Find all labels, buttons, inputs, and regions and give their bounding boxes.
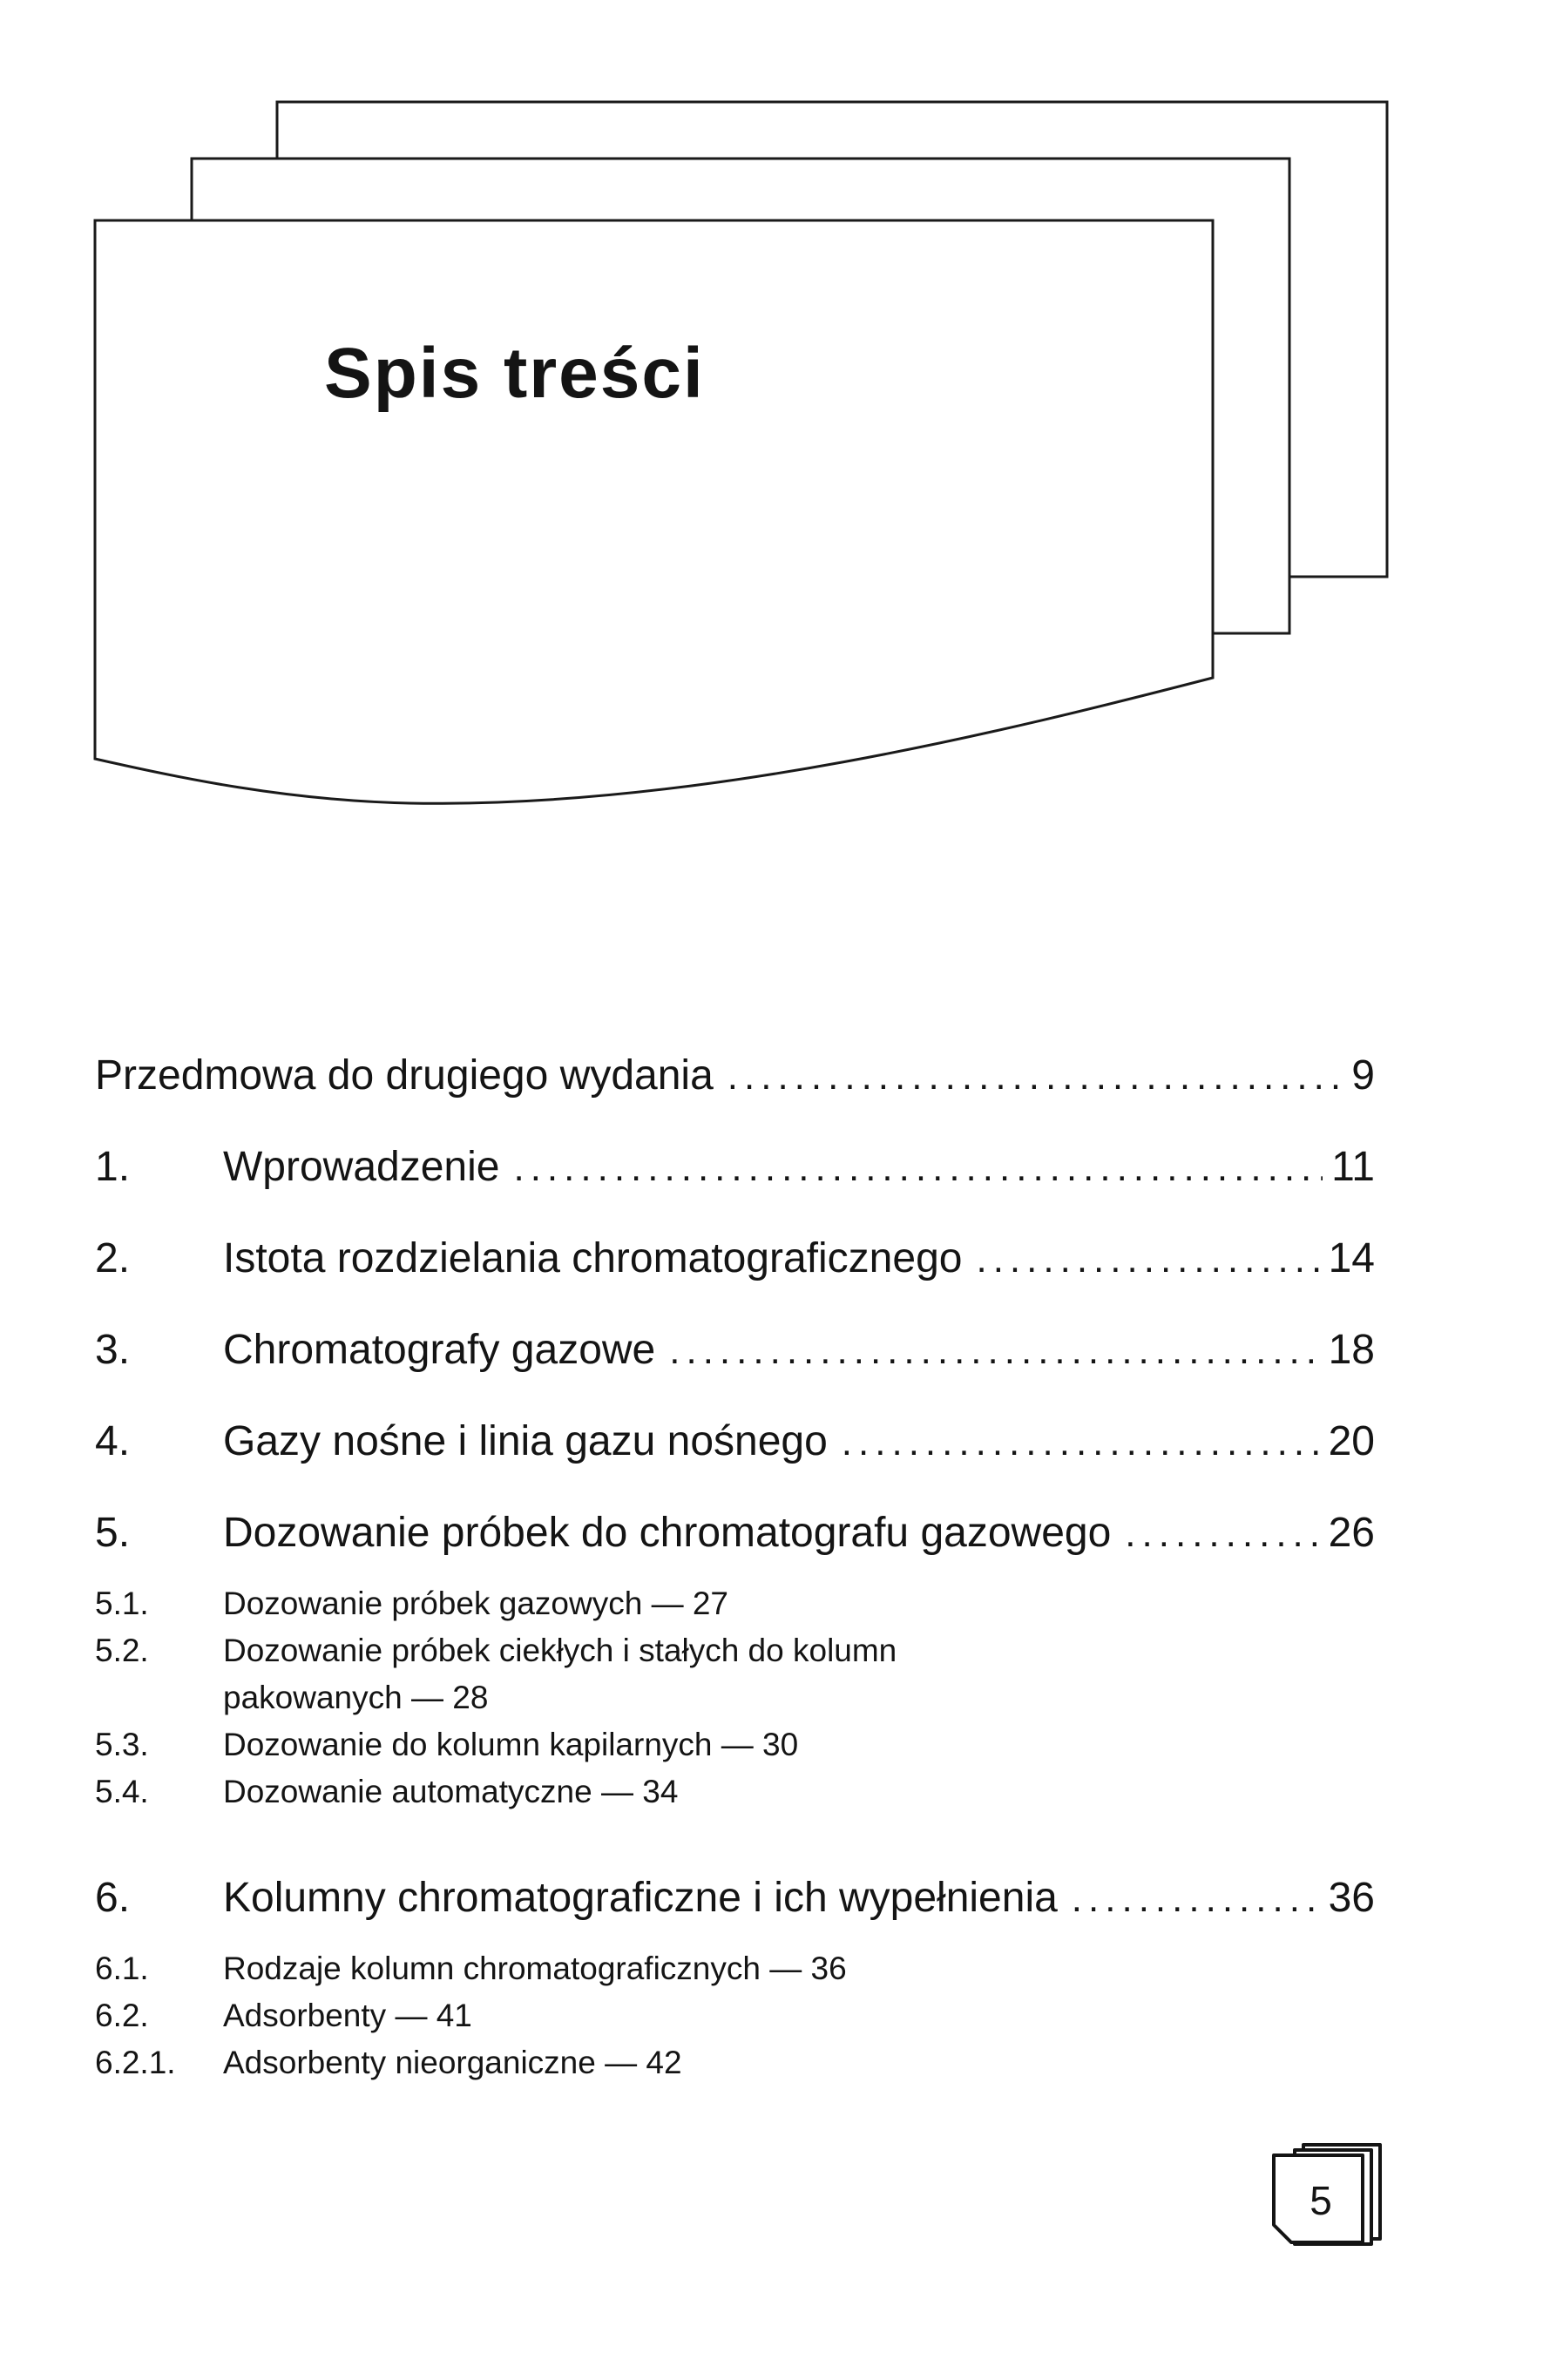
toc-subentry (95, 1945, 1375, 1992)
entry-number: 5.4. (95, 1774, 149, 1809)
entry-label: Kolumny chromatograficzne i ich wypełnienia (223, 1875, 1058, 1921)
entry-page: 20 (1328, 1418, 1375, 1464)
entry-label: Dozowanie próbek do chromatografu gazowego (223, 1510, 1112, 1556)
entry-page: 26 (1328, 1510, 1375, 1556)
entry-label: Dozowanie automatyczne (223, 1774, 592, 1809)
dot-leader (1125, 1508, 1319, 1559)
entry-separator: — (721, 1727, 754, 1762)
toc-entry (95, 1873, 1375, 1924)
entry-separator: — (600, 1774, 633, 1809)
dot-leader (1072, 1873, 1320, 1924)
entry-page: 27 (692, 1586, 728, 1621)
toc-entry (95, 1051, 1375, 1102)
entry-number: 5.1. (95, 1586, 149, 1621)
entry-label: Przedmowa do drugiego wydania (95, 1052, 714, 1099)
entry-number: 3. (95, 1327, 131, 1373)
entry-label: Rodzaje kolumn chromatograficznych (223, 1951, 761, 1986)
entry-separator: — (605, 2045, 638, 2080)
entry-text (223, 1627, 1077, 1721)
entry-page: 30 (762, 1727, 799, 1762)
dot-leader (842, 1417, 1320, 1468)
entry-label: Gazy nośne i linia gazu nośnego (223, 1418, 828, 1464)
entry-page: 42 (646, 2045, 682, 2080)
footer-page-number: 5 (1310, 2178, 1332, 2223)
entry-separator: — (395, 1998, 428, 2033)
entry-page: 36 (810, 1951, 847, 1986)
entry-number: 1. (95, 1144, 131, 1190)
entry-page: 9 (1351, 1052, 1375, 1099)
entry-number: 6.1. (95, 1951, 149, 1986)
entry-text (223, 1721, 798, 1768)
entry-label: Istota rozdzielania chromatograficznego (223, 1235, 963, 1281)
entry-number: 5.2. (95, 1633, 149, 1668)
entry-text (223, 1768, 678, 1815)
toc-subentry (95, 1721, 1375, 1768)
stacked-pages-graphic (0, 0, 1543, 854)
toc-entry (95, 1142, 1375, 1193)
dot-leader (728, 1051, 1343, 1102)
entry-page: 41 (436, 1998, 472, 2033)
entry-page: 36 (1328, 1875, 1375, 1921)
toc-entry (95, 1234, 1375, 1285)
entry-text (223, 2039, 682, 2086)
entry-number: 6.2.1. (95, 2045, 176, 2080)
dot-leader (513, 1142, 1323, 1193)
entry-page: 18 (1328, 1327, 1375, 1373)
entry-text (223, 1945, 847, 1992)
entry-page: 14 (1328, 1235, 1375, 1281)
front-sheet (95, 220, 1213, 803)
page-stack-icon (1265, 2141, 1387, 2249)
page-title: Spis treści (324, 334, 705, 413)
entry-page: 28 (452, 1680, 489, 1715)
entry-label: Wprowadzenie (223, 1144, 500, 1190)
toc-subentry (95, 1768, 1375, 1815)
entry-text (223, 1580, 728, 1627)
entry-label: Dozowanie do kolumn kapilarnych (223, 1727, 713, 1762)
dot-leader (669, 1325, 1319, 1376)
entry-label: Chromatografy gazowe (223, 1327, 656, 1373)
entry-number: 2. (95, 1235, 131, 1281)
entry-separator: — (769, 1951, 802, 1986)
entry-number: 5.3. (95, 1727, 149, 1762)
entry-separator: — (410, 1680, 443, 1715)
dot-leader (976, 1234, 1319, 1285)
entry-text (223, 1992, 472, 2039)
toc-entry (95, 1417, 1375, 1468)
toc-subentry (95, 2039, 1375, 2086)
toc-subentry (95, 1992, 1375, 2039)
entry-label: Dozowanie próbek gazowych (223, 1586, 643, 1621)
table-of-contents (95, 1051, 1375, 2086)
entry-separator: — (651, 1586, 684, 1621)
toc-entry (95, 1508, 1375, 1559)
toc-entry (95, 1325, 1375, 1376)
entry-number: 6.2. (95, 1998, 149, 2033)
entry-number: 6. (95, 1875, 131, 1921)
entry-page: 11 (1331, 1144, 1375, 1190)
entry-number: 4. (95, 1418, 131, 1464)
entry-number: 5. (95, 1510, 131, 1556)
entry-label: Adsorbenty (223, 1998, 387, 2033)
toc-subentry (95, 1627, 1375, 1721)
entry-label: Adsorbenty nieorganiczne (223, 2045, 596, 2080)
toc-subentry (95, 1580, 1375, 1627)
entry-page: 34 (642, 1774, 679, 1809)
entry-label: Dozowanie próbek ciekłych i stałych do kolumn pakowanych (223, 1633, 897, 1715)
